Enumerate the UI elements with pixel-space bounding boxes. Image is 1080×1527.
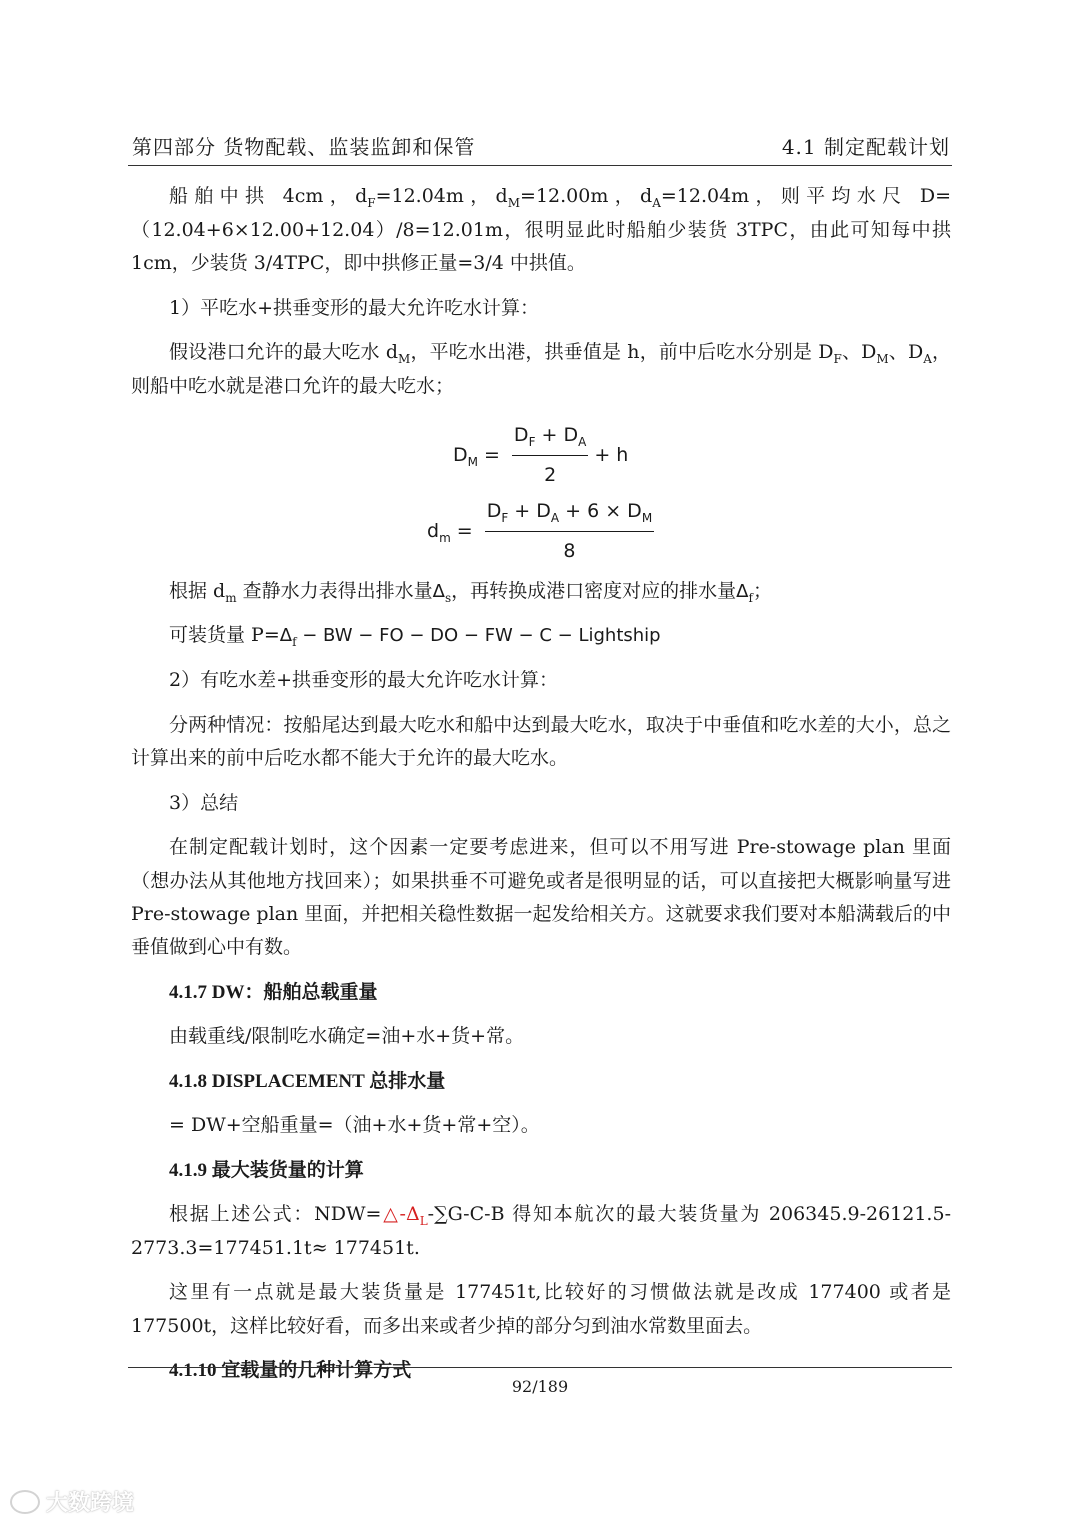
heading-4-1-8: 4.1.8 DISPLACEMENT 总排水量 xyxy=(169,1070,446,1092)
paragraph-displacement: = DW+空船重量=（油+水+货+常+空）。 xyxy=(169,1114,540,1137)
list-item-2: 2）有吃水差+拱垂变形的最大允许吃水计算： xyxy=(169,669,559,692)
page-number: 92/189 xyxy=(511,1377,569,1396)
heading-4-1-9: 4.1.9 最大装货量的计算 xyxy=(169,1159,364,1181)
header-section-title: 第四部分 货物配载、监装监卸和保管 xyxy=(132,135,476,159)
header-rule xyxy=(128,165,952,166)
paragraph-hogging-example: 船舶中拱 4cm，$d_F=12.04m$，$d_M=12.00m$，$d_A=12.04m$，则平均水尺 D=（12.04+6×12.00+12.04）/8=12.01m，很明显此时船舶少装货 3TPC，由此可知每中拱 1cm，少装货 3/4TPC，即中拱修正量=3/4 中拱值。 xyxy=(131,185,952,275)
paragraph-displacement-lookup: 根据 $d_m$ 查静水力表得出排水量$\Delta_s$，再转换成港口密度对应的排水量$\Delta_f$； xyxy=(169,579,772,605)
watermark-text: 大数跨境 xyxy=(46,1491,135,1516)
heading-4-1-10: 4.1.10 宜载量的几种计算方式 xyxy=(169,1360,412,1382)
header-chapter-title: 4.1 制定配载计划 xyxy=(781,135,950,159)
formula-midship-draft: $D_M$ = $\frac{D_F + D_A}{2}$ + h xyxy=(131,415,951,495)
watermark-logo-icon xyxy=(10,1490,40,1514)
paragraph-rounding: 这里有一点就是最大装货量是 177451t,比较好的习惯做法就是改成 177400 或者是 177500t，这样比较好看，而多出来或者少掉的部分匀到油水常数里面去。 xyxy=(131,1281,951,1337)
paragraph-dw: 由载重线/限制吃水确定=油+水+货+常。 xyxy=(169,1025,525,1048)
paragraph-two-cases: 分两种情况：按船尾达到最大吃水和船中达到最大吃水，取决于中垂值和吃水差的大小，总之计算出来的前中后吃水都不能大于允许的最大吃水。 xyxy=(131,713,951,770)
paragraph-max-cargo: 根据上述公式：$NDW=\triangle-\Delta_L-\sum G-C-B$ 得知本航次的最大装货量为 206345.9-26121.5-2773.3=177451.1t≈ 177451t. xyxy=(131,1203,951,1259)
paragraph-assumption: 假设港口允许的最大吃水 $d_M$，平吃水出港，拱垂值是 h，前中后吃水分别是 $D_F$、$D_M$、$D_A$，则船中吃水就是港口允许的最大吃水； xyxy=(131,341,952,398)
list-item-3: 3）总结 xyxy=(169,791,239,814)
heading-4-1-7: 4.1.7 DW：船舶总载重量 xyxy=(169,981,378,1003)
footer-rule xyxy=(128,1367,952,1368)
watermark xyxy=(10,1486,134,1517)
paragraph-cargo-formula: 可装货量 $P=\Delta_f$ − BW − FO − DO − FW − C − Lightship xyxy=(169,624,661,650)
formula-mean-draft: $d_m$ = $\frac{D_F + D_A + 6 \times D_M}{8}$ xyxy=(131,495,951,575)
page-content xyxy=(131,180,951,1399)
list-item-1: 1）平吃水+拱垂变形的最大允许吃水计算： xyxy=(169,296,540,319)
paragraph-summary: 在制定配载计划时，这个因素一定要考虑进来，但可以不用写进 Pre-stowage plan 里面（想办法从其他地方找回来）；如果拱垂不可避免或者是很明显的话，可以直接把大概影响量写进 Pre-stowage plan 里面，并把相关稳性数据一起发给相关方。这就要求我们要对本船满载后的中垂值做到心中有数。 xyxy=(131,836,951,959)
